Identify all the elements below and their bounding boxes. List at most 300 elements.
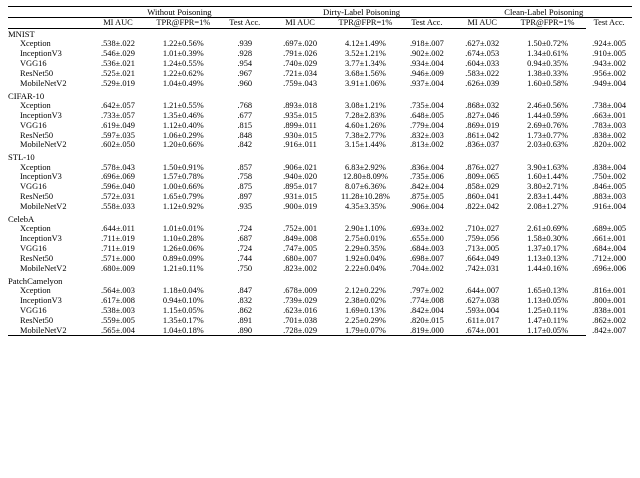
clean-label-auc: .674±.053 [465, 49, 500, 59]
no-poison-acc: .928 [237, 49, 253, 59]
dirty-label-acc: .832±.003 [409, 130, 444, 140]
dirty-label-tpr: 2.38±0.02% [344, 295, 386, 305]
clean-label-auc: .611±.017 [465, 315, 500, 325]
dirty-label-acc: .684±.003 [409, 244, 444, 254]
model-name: ResNet50 [20, 68, 54, 78]
table-row [8, 264, 632, 274]
dirty-label-acc: .836±.004 [409, 162, 444, 172]
clean-label-auc: .869±.019 [465, 120, 500, 130]
model-name: InceptionV3 [20, 172, 62, 182]
no-poison-auc: .565±.004 [101, 325, 135, 335]
clean-label-tpr: 1.25±0.11% [527, 305, 568, 315]
dirty-label-tpr: 7.28±2.83% [344, 110, 386, 120]
dirty-label-auc: .823±.002 [283, 263, 318, 273]
dirty-label-auc: .791±.026 [283, 49, 318, 59]
clean-label-auc: .583±.022 [465, 68, 500, 78]
model-name: MobileNetV2 [20, 140, 67, 150]
no-poison-acc: .960 [237, 78, 253, 88]
dirty-label-auc: .701±.038 [283, 315, 318, 325]
clean-label-auc: .742±.031 [465, 263, 500, 273]
no-poison-auc: .696±.069 [101, 172, 135, 182]
table-row [8, 192, 632, 202]
no-poison-tpr: 1.20±0.66% [162, 140, 204, 150]
dirty-label-tpr: 4.35±3.35% [344, 202, 386, 212]
dirty-label-acc: .698±.007 [409, 253, 444, 263]
clean-label-tpr: 1.13±0.13% [527, 253, 569, 263]
no-poison-tpr: 1.22±0.62% [162, 68, 204, 78]
dirty-label-tpr: 1.92±0.04% [344, 253, 386, 263]
clean-label-acc: .949±.004 [592, 78, 627, 88]
no-poison-acc: .687 [237, 234, 253, 244]
dirty-label-acc: .902±.002 [409, 49, 444, 59]
dirty-label-tpr: 1.79±0.07% [344, 325, 386, 335]
no-poison-tpr: 1.12±0.92% [162, 202, 204, 212]
table-row [8, 131, 632, 141]
clean-label-tpr: 2.69±0.76% [527, 120, 569, 130]
clean-label-acc: .689±.005 [592, 224, 627, 234]
model-name: MobileNetV2 [20, 325, 67, 335]
no-poison-auc: .711±.019 [101, 244, 135, 254]
no-poison-acc: .744 [237, 253, 253, 263]
dirty-label-tpr: 3.15±1.44% [344, 140, 386, 150]
no-poison-auc: .680±.009 [101, 263, 135, 273]
clean-label-acc: .684±.004 [592, 244, 627, 254]
model-name: InceptionV3 [20, 234, 62, 244]
dirty-label-auc: .893±.018 [283, 100, 318, 110]
clean-label-auc: .593±.004 [465, 305, 500, 315]
dirty-label-acc: .820±.015 [409, 315, 444, 325]
column-header-tpr-1: TPR@FPR=1% [327, 18, 404, 29]
dirty-label-auc: .930±.015 [283, 130, 318, 140]
clean-label-acc: .712±.000 [592, 253, 627, 263]
no-poison-acc: .750 [237, 263, 253, 273]
clean-label-tpr: 1.38±0.33% [527, 68, 569, 78]
clean-label-auc: .604±.033 [465, 59, 500, 68]
clean-label-tpr: 1.60±0.58% [527, 78, 569, 88]
model-name: Xception [20, 100, 51, 110]
clean-label-acc: .696±.006 [592, 263, 627, 273]
dirty-label-acc: .648±.005 [409, 110, 444, 120]
clean-label-acc: .838±.001 [592, 305, 627, 315]
table-row [8, 111, 632, 121]
model-name: InceptionV3 [20, 295, 62, 305]
clean-label-acc: .838±.004 [592, 162, 627, 172]
table-row [8, 79, 632, 89]
table-row [8, 101, 632, 111]
no-poison-auc: .572±.031 [101, 192, 135, 202]
dataset-name: STL-10 [8, 152, 35, 163]
no-poison-auc: .529±.019 [101, 78, 135, 88]
no-poison-auc: .644±.011 [101, 224, 135, 234]
clean-label-auc: .674±.001 [465, 325, 500, 335]
dirty-label-acc: .735±.006 [409, 172, 444, 182]
dirty-label-acc: .704±.002 [409, 263, 444, 273]
dirty-label-acc: .934±.004 [409, 59, 444, 68]
model-name: ResNet50 [20, 192, 54, 202]
clean-label-tpr: 1.17±0.05% [527, 325, 569, 335]
dirty-label-tpr: 8.07±6.36% [344, 182, 386, 192]
clean-label-acc: .916±.004 [592, 202, 627, 212]
clean-label-auc: .710±.027 [465, 224, 500, 234]
dirty-label-auc: .849±.008 [283, 234, 318, 244]
no-poison-auc: .596±.040 [101, 182, 135, 192]
column-header-auc-0: MI AUC [91, 18, 144, 29]
model-name: MobileNetV2 [20, 78, 67, 88]
table-row [8, 202, 632, 212]
dirty-label-acc: .655±.000 [409, 234, 444, 244]
dirty-label-acc: .774±.008 [409, 295, 444, 305]
clean-label-auc: .809±.065 [465, 172, 500, 182]
dirty-label-auc: .935±.015 [283, 110, 318, 120]
clean-label-auc: .713±.005 [465, 244, 500, 254]
group-header-row [8, 7, 632, 18]
clean-label-acc: .820±.002 [592, 140, 627, 150]
no-poison-auc: .571±.000 [101, 253, 135, 263]
dirty-label-acc: .946±.009 [409, 68, 444, 78]
no-poison-tpr: 1.21±0.11% [163, 263, 204, 273]
clean-label-auc: .627±.038 [465, 295, 500, 305]
clean-label-tpr: 1.73±0.77% [527, 130, 569, 140]
no-poison-acc: .939 [237, 39, 253, 49]
no-poison-auc: .546±.029 [101, 49, 135, 59]
dirty-label-tpr: 2.29±0.35% [344, 244, 386, 254]
no-poison-auc: .538±.022 [101, 39, 135, 49]
clean-label-acc: .956±.002 [592, 68, 627, 78]
dataset-section-header [8, 91, 632, 101]
dirty-label-auc: .721±.034 [283, 68, 318, 78]
dirty-label-tpr: 2.22±0.04% [344, 263, 386, 273]
clean-label-auc: .876±.027 [465, 162, 500, 172]
table-row [8, 244, 632, 254]
no-poison-tpr: 0.94±0.10% [162, 295, 204, 305]
dirty-label-acc: .735±.004 [409, 100, 444, 110]
no-poison-acc: .815 [237, 120, 253, 130]
no-poison-auc: .619±.049 [101, 120, 135, 130]
clean-label-tpr: 3.90±1.63% [527, 162, 569, 172]
dirty-label-tpr: 7.38±2.77% [344, 130, 386, 140]
clean-label-acc: .846±.005 [592, 182, 627, 192]
table-row [8, 121, 632, 131]
column-header-auc-1: MI AUC [273, 18, 326, 29]
clean-label-auc: .861±.042 [465, 130, 500, 140]
clean-label-acc: .842±.007 [592, 325, 627, 335]
clean-label-tpr: 1.13±0.05% [527, 295, 569, 305]
model-name: ResNet50 [20, 130, 54, 140]
clean-label-acc: .838±.002 [592, 130, 627, 140]
column-header-tpr-2: TPR@FPR=1% [509, 18, 586, 29]
clean-label-tpr: 2.61±0.69% [527, 224, 569, 234]
no-poison-tpr: 1.65±0.79% [162, 192, 204, 202]
no-poison-auc: .538±.003 [101, 305, 135, 315]
clean-label-tpr: 2.08±1.27% [527, 202, 569, 212]
table-row [8, 286, 632, 296]
dirty-label-auc: .680±.007 [283, 253, 318, 263]
table-row [8, 254, 632, 264]
clean-label-tpr: 2.03±0.63% [527, 140, 569, 150]
no-poison-acc: .954 [237, 59, 253, 68]
dirty-label-tpr: 3.08±1.21% [344, 100, 386, 110]
dirty-label-acc: .842±.004 [409, 182, 444, 192]
clean-label-tpr: 1.65±0.13% [527, 285, 569, 295]
clean-label-acc: .783±.003 [592, 120, 627, 130]
dirty-label-tpr: 3.52±1.21% [344, 49, 386, 59]
table-row [8, 306, 632, 316]
clean-label-tpr: 1.34±0.61% [527, 49, 569, 59]
model-name: VGG16 [20, 182, 47, 192]
clean-label-auc: .626±.039 [465, 78, 500, 88]
dirty-label-auc: .678±.009 [283, 285, 318, 295]
no-poison-tpr: 1.57±0.78% [162, 172, 204, 182]
dirty-label-acc: .918±.007 [409, 39, 444, 49]
no-poison-acc: .891 [237, 315, 253, 325]
no-poison-auc: .536±.021 [101, 59, 135, 68]
model-name: ResNet50 [20, 315, 54, 325]
column-header-model [8, 18, 91, 29]
dirty-label-auc: .752±.001 [283, 224, 318, 234]
no-poison-acc: .758 [237, 172, 253, 182]
clean-label-acc: .943±.002 [592, 59, 627, 68]
column-header-tpr-0: TPR@FPR=1% [145, 18, 222, 29]
clean-label-tpr: 1.44±0.16% [527, 263, 569, 273]
no-poison-tpr: 1.35±0.17% [162, 315, 204, 325]
table-row [8, 39, 632, 49]
model-name: Xception [20, 224, 51, 234]
dirty-label-tpr: 2.90±1.10% [344, 224, 386, 234]
column-header-acc-1: Test Acc. [404, 18, 450, 29]
clean-label-tpr: 1.37±0.17% [527, 244, 569, 254]
clean-label-auc: .860±.041 [465, 192, 500, 202]
model-name: VGG16 [20, 120, 47, 130]
model-name: InceptionV3 [20, 49, 62, 59]
dataset-name: CelebA [8, 214, 35, 225]
column-header-acc-2: Test Acc. [586, 18, 632, 29]
clean-label-acc: .862±.002 [592, 315, 627, 325]
model-name: Xception [20, 285, 51, 295]
table-row [8, 326, 632, 336]
dirty-label-auc: .740±.029 [283, 59, 318, 68]
dataset-section-header [8, 29, 632, 40]
table-row [8, 69, 632, 79]
dirty-label-auc: .759±.043 [283, 78, 318, 88]
group-label-0: Without Poisoning [91, 7, 267, 18]
dirty-label-auc: .916±.011 [283, 140, 317, 150]
dirty-label-acc: .779±.004 [409, 120, 444, 130]
dirty-label-auc: .899±.011 [283, 120, 317, 130]
group-label-2: Clean-Label Poisoning [456, 7, 632, 18]
clean-label-acc: .800±.001 [592, 295, 627, 305]
dirty-label-tpr: 6.83±2.92% [344, 162, 386, 172]
clean-label-auc: .664±.049 [465, 253, 500, 263]
clean-label-tpr: 1.58±0.30% [527, 234, 569, 244]
clean-label-acc: .924±.005 [592, 39, 627, 49]
no-poison-acc: .857 [237, 162, 253, 172]
clean-label-acc: .750±.002 [592, 172, 627, 182]
dataset-name: MNIST [8, 29, 586, 40]
clean-label-auc: .868±.032 [465, 100, 500, 110]
clean-label-auc: .759±.056 [465, 234, 500, 244]
clean-label-acc: .663±.001 [592, 110, 627, 120]
dirty-label-auc: .931±.015 [283, 192, 318, 202]
table-row [8, 182, 632, 192]
no-poison-auc: .602±.050 [101, 140, 135, 150]
no-poison-tpr: 1.21±0.55% [162, 100, 204, 110]
clean-label-auc: .836±.037 [465, 140, 500, 150]
dirty-label-auc: .895±.017 [283, 182, 318, 192]
no-poison-tpr: 1.04±0.49% [162, 78, 204, 88]
clean-label-auc: .822±.042 [465, 202, 500, 212]
model-name: VGG16 [20, 305, 47, 315]
table-row [8, 49, 632, 59]
dirty-label-acc: .906±.004 [409, 202, 444, 212]
model-name: InceptionV3 [20, 110, 62, 120]
no-poison-acc: .890 [237, 325, 253, 335]
clean-label-auc: .858±.029 [465, 182, 500, 192]
dirty-label-acc: .842±.004 [409, 305, 444, 315]
group-header-blank [8, 7, 91, 18]
no-poison-tpr: 1.26±0.06% [162, 244, 204, 254]
clean-label-tpr: 0.94±0.35% [527, 59, 569, 68]
dirty-label-acc: .813±.002 [409, 140, 444, 150]
column-header-auc-2: MI AUC [456, 18, 509, 29]
dataset-name: CIFAR-10 [8, 90, 45, 101]
results-table [8, 6, 632, 336]
table-row [8, 224, 632, 234]
table-row [8, 140, 632, 150]
no-poison-tpr: 1.01±0.39% [162, 49, 204, 59]
dirty-label-tpr: 3.68±1.56% [344, 68, 386, 78]
dataset-section-header [8, 152, 632, 162]
dirty-label-acc: .819±.000 [409, 325, 444, 335]
model-name: ResNet50 [20, 253, 54, 263]
dataset-section-header [8, 214, 632, 224]
dirty-label-acc: .797±.002 [409, 285, 444, 295]
no-poison-auc: .525±.021 [101, 68, 135, 78]
table-row [8, 316, 632, 326]
dirty-label-auc: .728±.029 [283, 325, 318, 335]
table-bottom-rule-cell [8, 336, 586, 337]
no-poison-tpr: 0.89±0.09% [162, 253, 204, 263]
clean-label-tpr: 2.46±0.56% [527, 100, 569, 110]
clean-label-tpr: 1.60±1.44% [527, 172, 569, 182]
dirty-label-tpr: 2.75±0.01% [344, 234, 386, 244]
table-row [8, 163, 632, 173]
no-poison-auc: .642±.057 [101, 100, 135, 110]
model-name: Xception [20, 162, 51, 172]
clean-label-acc: .738±.004 [592, 100, 627, 110]
column-header-row [8, 18, 632, 29]
no-poison-acc: .862 [237, 305, 253, 315]
dataset-name: PatchCamelyon [8, 275, 63, 286]
no-poison-tpr: 1.01±0.01% [162, 224, 204, 234]
model-name: VGG16 [20, 59, 47, 68]
no-poison-auc: .564±.003 [101, 285, 135, 295]
dirty-label-tpr: 4.60±1.26% [344, 120, 386, 130]
no-poison-auc: .558±.033 [101, 202, 135, 212]
dirty-label-tpr: 4.12±1.49% [344, 39, 386, 49]
no-poison-acc: .842 [237, 140, 253, 150]
dirty-label-tpr: 11.28±10.28% [340, 192, 390, 202]
dirty-label-auc: .900±.019 [283, 202, 318, 212]
table-row [8, 234, 632, 244]
clean-label-tpr: 1.50±0.72% [527, 39, 569, 49]
model-name: MobileNetV2 [20, 202, 67, 212]
no-poison-acc: .768 [237, 100, 253, 110]
no-poison-acc: .832 [237, 295, 253, 305]
no-poison-acc: .847 [237, 285, 253, 295]
no-poison-auc: .559±.005 [101, 315, 135, 325]
dataset-section-header [8, 276, 632, 286]
clean-label-acc: .910±.005 [592, 49, 627, 59]
no-poison-acc: .677 [237, 110, 253, 120]
no-poison-tpr: 1.04±0.18% [162, 325, 204, 335]
no-poison-acc: .724 [237, 224, 253, 234]
table-row [8, 296, 632, 306]
table-row [8, 172, 632, 182]
no-poison-tpr: 1.10±0.28% [162, 234, 204, 244]
column-header-acc-0: Test Acc. [222, 18, 268, 29]
clean-label-tpr: 3.80±2.71% [527, 182, 569, 192]
model-name: Xception [20, 39, 51, 49]
dirty-label-auc: .940±.020 [283, 172, 318, 182]
dirty-label-auc: .747±.005 [283, 244, 318, 254]
dirty-label-acc: .693±.002 [409, 224, 444, 234]
group-label-1: Dirty-Label Poisoning [273, 7, 449, 18]
no-poison-acc: .848 [237, 130, 253, 140]
dirty-label-tpr: 12.80±8.09% [342, 172, 388, 182]
no-poison-acc: .967 [237, 68, 253, 78]
dirty-label-tpr: 1.69±0.13% [344, 305, 386, 315]
clean-label-tpr: 1.47±0.11% [527, 315, 568, 325]
clean-label-auc: .644±.007 [465, 285, 500, 295]
no-poison-tpr: 1.22±0.56% [162, 39, 204, 49]
table-row [8, 59, 632, 69]
no-poison-auc: .711±.019 [101, 234, 135, 244]
clean-label-auc: .627±.032 [465, 39, 500, 49]
model-name: MobileNetV2 [20, 263, 67, 273]
dirty-label-auc: .697±.020 [283, 39, 318, 49]
no-poison-acc: .897 [237, 192, 253, 202]
no-poison-auc: .617±.008 [101, 295, 135, 305]
no-poison-acc: .724 [237, 244, 253, 254]
no-poison-tpr: 1.12±0.40% [162, 120, 204, 130]
clean-label-acc: .883±.003 [592, 192, 627, 202]
table-bottom-rule [8, 336, 632, 337]
no-poison-tpr: 1.24±0.55% [162, 59, 204, 68]
no-poison-tpr: 1.50±0.91% [162, 162, 204, 172]
no-poison-acc: .935 [237, 202, 253, 212]
no-poison-tpr: 1.15±0.05% [162, 305, 204, 315]
table-body [8, 7, 632, 337]
dirty-label-tpr: 3.91±1.06% [344, 78, 386, 88]
no-poison-tpr: 1.00±0.66% [162, 182, 204, 192]
no-poison-auc: .597±.035 [101, 130, 135, 140]
dirty-label-auc: .623±.016 [283, 305, 318, 315]
dirty-label-tpr: 2.25±0.29% [344, 315, 386, 325]
clean-label-tpr: 1.44±0.59% [527, 110, 569, 120]
clean-label-acc: .816±.001 [592, 285, 627, 295]
no-poison-tpr: 1.35±0.46% [162, 110, 204, 120]
dirty-label-tpr: 2.12±0.22% [344, 285, 386, 295]
no-poison-tpr: 1.06±0.29% [162, 130, 204, 140]
dirty-label-acc: .937±.004 [409, 78, 444, 88]
dirty-label-auc: .906±.021 [283, 162, 318, 172]
clean-label-acc: .661±.001 [592, 234, 627, 244]
dirty-label-auc: .739±.029 [283, 295, 318, 305]
no-poison-auc: .733±.057 [101, 110, 135, 120]
dirty-label-tpr: 3.77±1.34% [344, 59, 386, 68]
dirty-label-acc: .875±.005 [409, 192, 444, 202]
clean-label-auc: .827±.046 [465, 110, 500, 120]
